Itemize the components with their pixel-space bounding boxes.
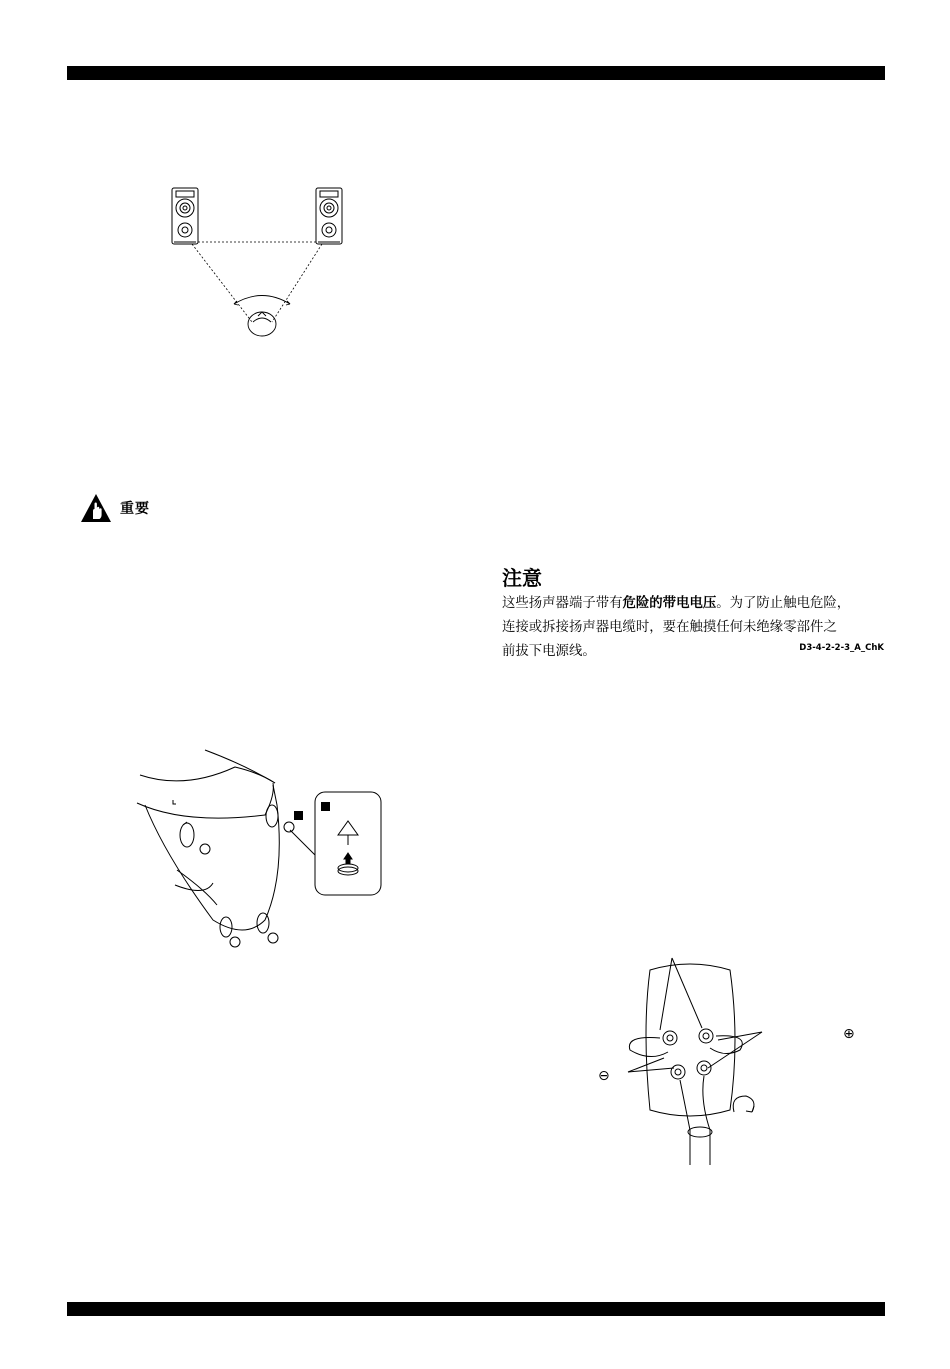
important-label: 重要 xyxy=(120,501,150,517)
warning-hand-icon xyxy=(80,492,112,524)
speaker-terminal-figure xyxy=(590,950,880,1165)
minus-symbol: ⊖ xyxy=(598,1068,610,1084)
caution-line-1-bold: 危险的带电电压 xyxy=(622,596,717,611)
caution-block xyxy=(502,566,886,664)
spike-installation-figure xyxy=(125,745,387,950)
caution-title: 注意 xyxy=(502,566,542,590)
caution-text xyxy=(502,592,886,664)
caution-line-1 xyxy=(502,592,886,616)
important-notice xyxy=(80,492,150,524)
speaker-placement-figure xyxy=(160,182,370,342)
caution-line-3: 前拔下电源线。 xyxy=(502,644,596,659)
caution-line-1-pre: 这些扬声器端子带有 xyxy=(502,596,623,611)
caution-line-1-post: 。为了防止触电危险， xyxy=(716,596,851,611)
caution-line-2: 连接或拆接扬声器电缆时，要在触摸任何未绝缘零部件之 xyxy=(502,620,837,635)
plus-symbol: ⊕ xyxy=(843,1026,855,1042)
footer-bar xyxy=(67,1302,885,1316)
header-bar xyxy=(67,66,885,80)
caution-code: D3-4-2-2-3_A_ChK xyxy=(799,643,884,653)
